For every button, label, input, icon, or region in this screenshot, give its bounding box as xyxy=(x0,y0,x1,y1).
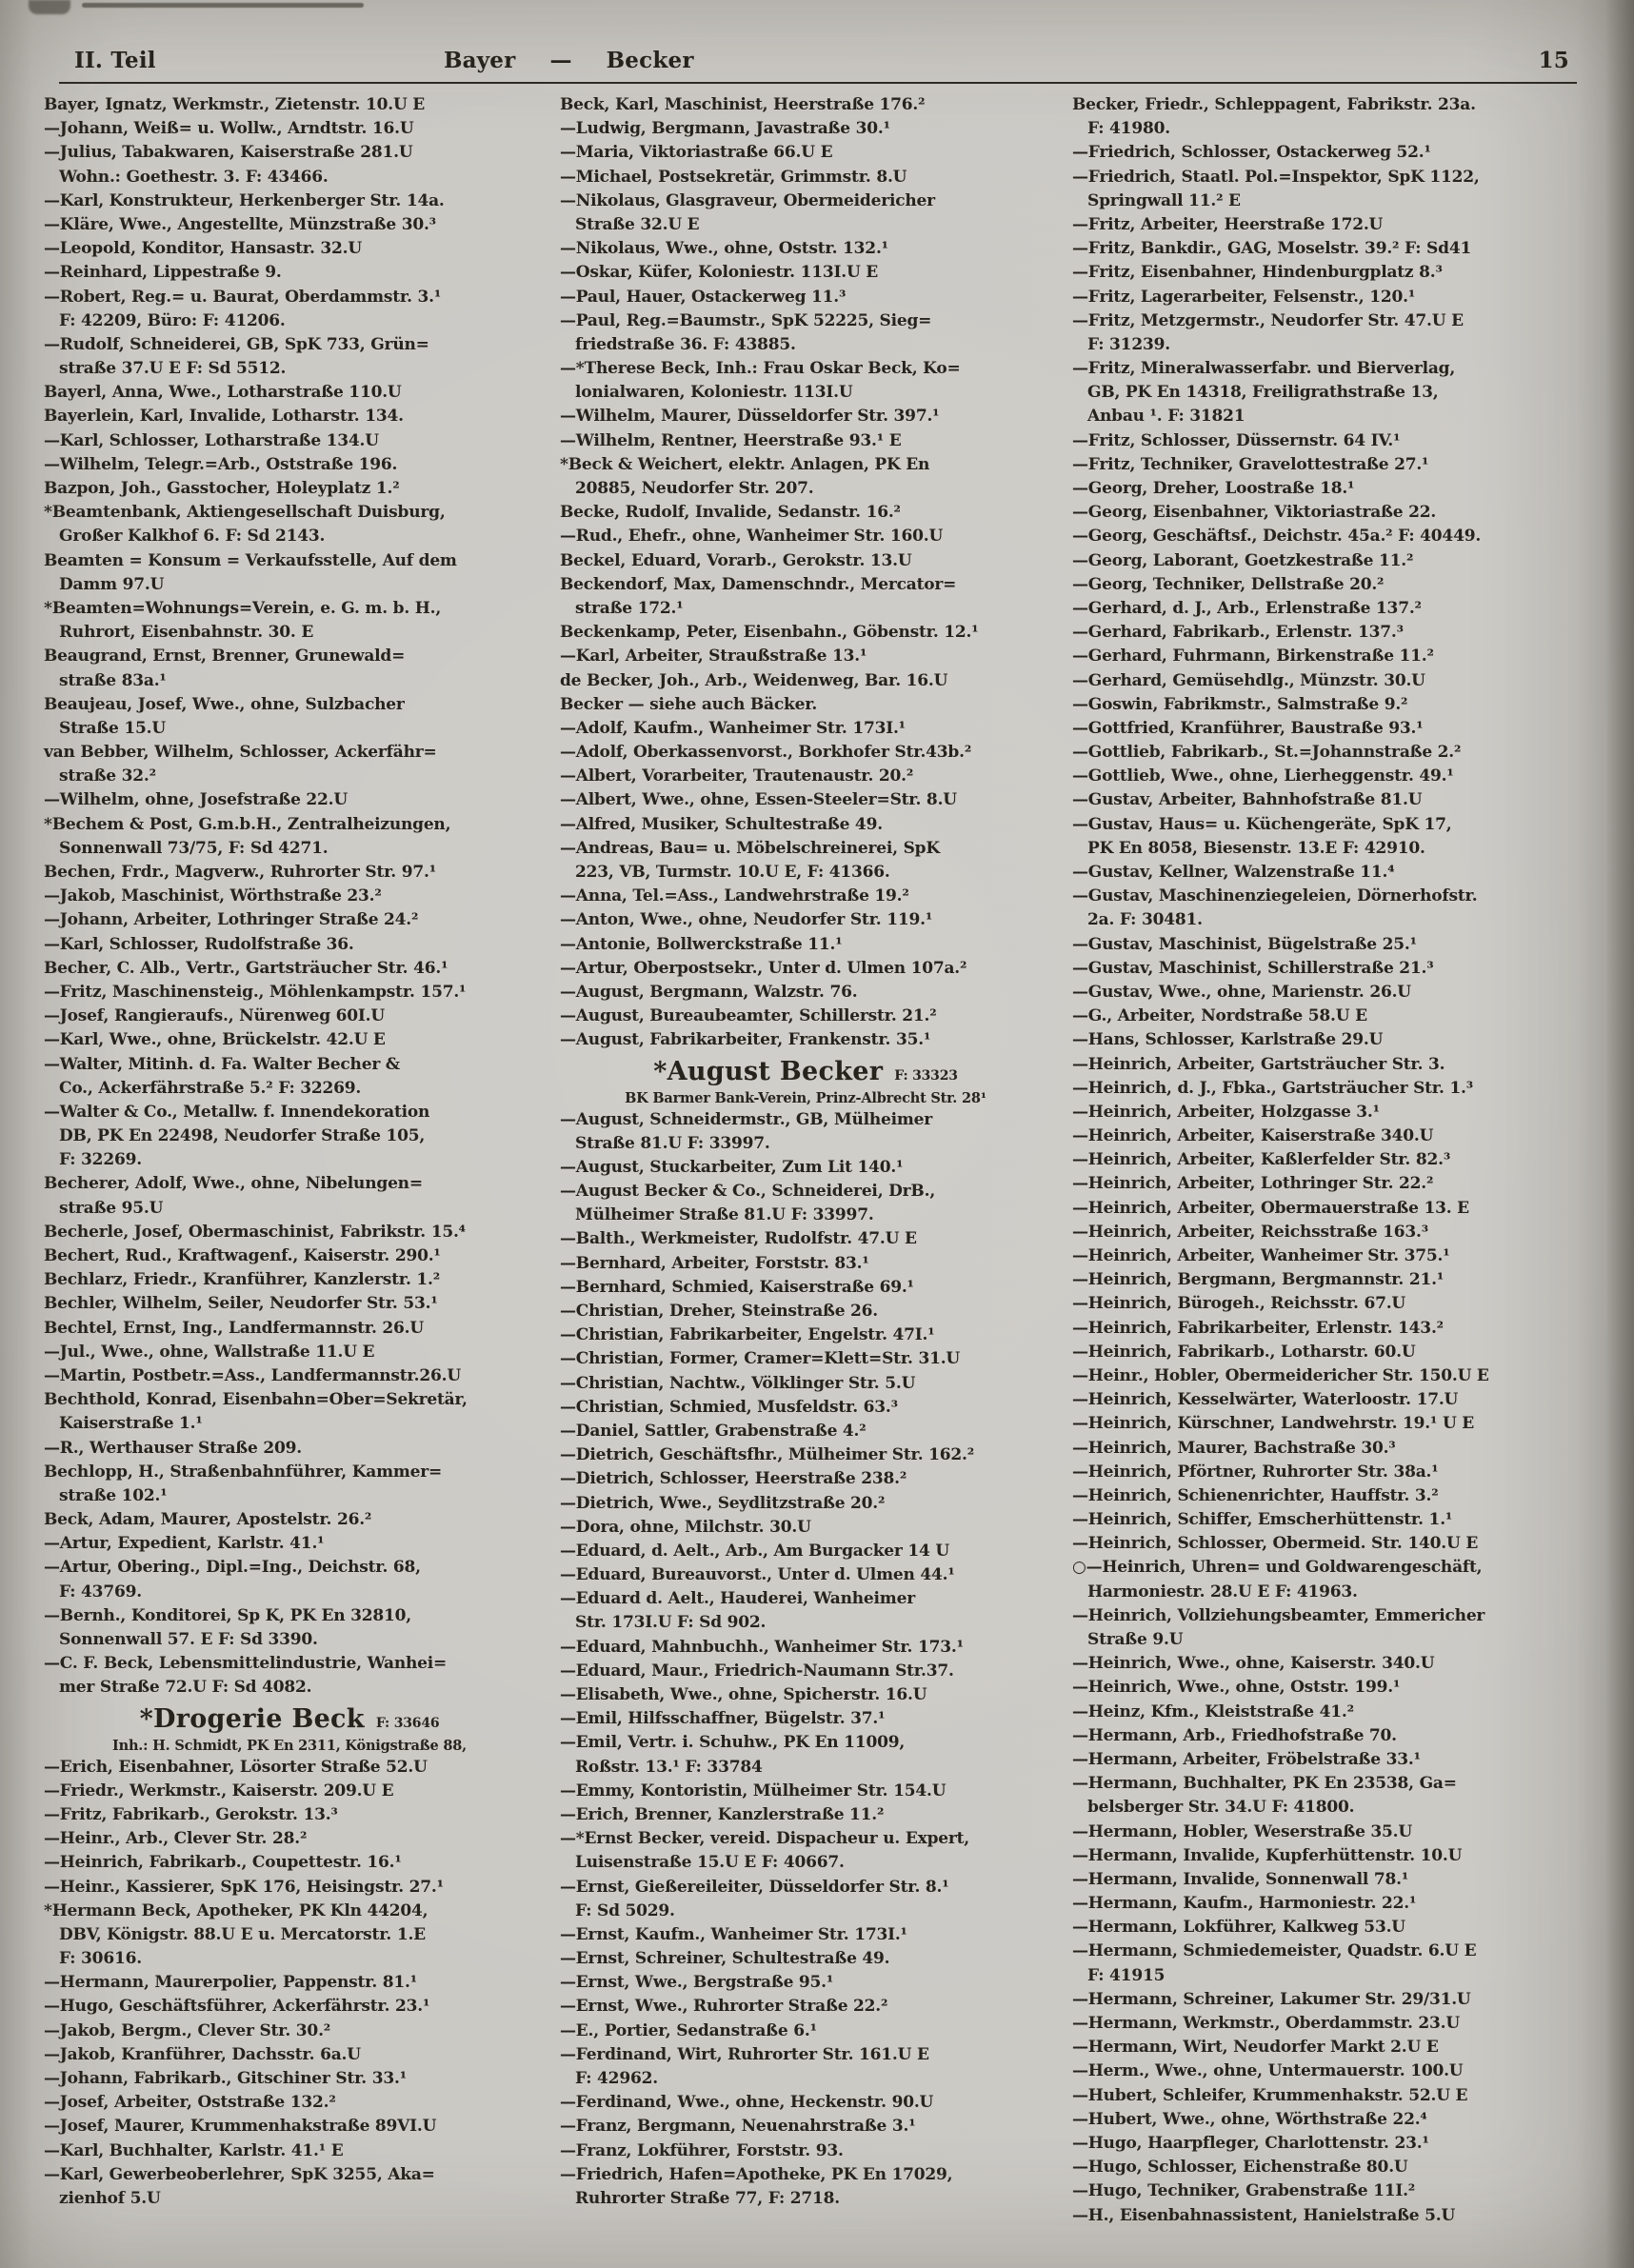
directory-entry-line: —Hubert, Schleifer, Krummenhakstr. 52.U E xyxy=(1072,2085,1468,2105)
directory-entry-continuation-line: F: 43769. xyxy=(59,1582,142,1602)
page-header xyxy=(74,48,1569,78)
directory-entry-line: —Gustav, Arbeiter, Bahnhofstraße 81.U xyxy=(1072,790,1423,810)
directory-entry-continuation-line: 2a. F: 30481. xyxy=(1087,910,1203,930)
directory-entry-line: —Franz, Bergmann, Neuenahrstraße 3.¹ xyxy=(560,2117,916,2137)
directory-entry-line: —Franz, Lokführer, Forststr. 93. xyxy=(560,2140,844,2160)
directory-entry-line: —Fritz, Schlosser, Düssernstr. 64 IV.¹ xyxy=(1072,430,1401,450)
running-title-left: Bayer xyxy=(444,48,516,73)
directory-entry-continuation-line: Damm 97.U xyxy=(59,574,165,594)
directory-entry-line: —Rudolf, Schneiderei, GB, SpK 733, Grün= xyxy=(44,334,429,354)
directory-entry-line: —Hugo, Schlosser, Eichenstraße 80.U xyxy=(1072,2158,1408,2178)
scan-top-streak xyxy=(82,3,364,8)
directory-entry-line: —Fritz, Arbeiter, Heerstraße 172.U xyxy=(1072,214,1384,234)
directory-entry-line: —Ernst, Gießereileiter, Düsseldorfer Str. 8.¹ xyxy=(560,1877,949,1897)
directory-entry-line: —Heinz, Kfm., Kleiststraße 41.² xyxy=(1072,1701,1354,1721)
directory-entry-line: —Jul., Wwe., ohne, Wallstraße 11.U E xyxy=(44,1342,375,1362)
directory-entry-line: van Bebber, Wilhelm, Schlosser, Ackerfähr= xyxy=(44,743,437,763)
directory-entry-line: —Gustav, Kellner, Walzenstraße 11.⁴ xyxy=(1072,863,1395,882)
directory-entry-line: —R., Werthauser Straße 209. xyxy=(44,1438,302,1458)
directory-entry-line: —Eduard, Mahnbuchh., Wanheimer Str. 173.¹ xyxy=(560,1637,964,1657)
directory-entry-line: —Heinrich, Arbeiter, Kaßlerfelder Str. 82.³ xyxy=(1072,1150,1451,1170)
directory-entry-line: —Josef, Rangieraufs., Nürenweg 60I.U xyxy=(44,1006,386,1026)
directory-entry-line: —Heinrich, Kürschner, Landwehrstr. 19.¹ U E xyxy=(1072,1414,1475,1434)
directory-entry-line: —Gottlieb, Wwe., ohne, Lierheggenstr. 49.¹ xyxy=(1072,766,1454,786)
directory-entry-line: Bayer, Ignatz, Werkmstr., Zietenstr. 10.U E xyxy=(44,95,426,114)
directory-entry-line: —Fritz, Mineralwasserfabr. und Bierverlag, xyxy=(1072,359,1456,379)
directory-entry-line: —Reinhard, Lippestraße 9. xyxy=(44,263,282,283)
directory-entry-line: —Heinrich, Arbeiter, Gartsträucher Str. 3. xyxy=(1072,1054,1445,1074)
directory-entry-line: —August, Bergmann, Walzstr. 76. xyxy=(560,982,858,1002)
display-entry-name: *August Becker xyxy=(653,1056,884,1086)
directory-entry-line: —Albert, Vorarbeiter, Trautenaustr. 20.² xyxy=(560,766,914,786)
directory-column-1 xyxy=(44,93,535,2211)
directory-entry-line: —Ernst, Wwe., Bergstraße 95.¹ xyxy=(560,1973,834,1993)
directory-entry-line: —Wilhelm, Rentner, Heerstraße 93.¹ E xyxy=(560,430,902,450)
directory-entry-line: Beaugrand, Ernst, Brenner, Grunewald= xyxy=(44,647,406,666)
directory-entry-line: —Heinr., Kassierer, SpK 176, Heisingstr. 27.¹ xyxy=(44,1877,444,1897)
directory-entry-line: Beckendorf, Max, Damenschndr., Mercator= xyxy=(560,574,957,594)
directory-entry-line: —Hermann, Buchhalter, PK En 23538, Ga= xyxy=(1072,1774,1457,1794)
directory-entry-line: —Hermann, Kaufm., Harmoniestr. 22.¹ xyxy=(1072,1894,1417,1914)
directory-entry-continuation-line: Springwall 11.² E xyxy=(1087,190,1241,210)
section-label: II. Teil xyxy=(74,48,156,73)
directory-entry-line: —Heinrich, Maurer, Bachstraße 30.³ xyxy=(1072,1438,1396,1458)
directory-entry-line: —Hans, Schlosser, Karlstraße 29.U xyxy=(1072,1030,1384,1050)
directory-entry-line: —August, Schneidermstr., GB, Mülheimer xyxy=(560,1109,933,1129)
directory-entry-continuation-line: DBV, Königstr. 88.U E u. Mercatorstr. 1.E xyxy=(59,1924,426,1944)
directory-entry-line: Bechert, Rud., Kraftwagenf., Kaiserstr. 290.¹ xyxy=(44,1246,441,1265)
directory-entry-line: —Heinrich, d. J., Fbka., Gartsträucher Str. 1.³ xyxy=(1072,1078,1474,1098)
directory-entry-continuation-line: Str. 173I.U F: Sd 902. xyxy=(575,1613,767,1633)
directory-entry-line: —August, Stuckarbeiter, Zum Lit 140.¹ xyxy=(560,1157,904,1177)
directory-entry-line: —Gerhard, Fabrikarb., Erlenstr. 137.³ xyxy=(1072,623,1404,643)
directory-entry-line: —Antonie, Bollwerckstraße 11.¹ xyxy=(560,934,843,954)
directory-entry-line: —Karl, Wwe., ohne, Brückelstr. 42.U E xyxy=(44,1030,386,1050)
scan-right-edge-shadow xyxy=(1605,0,1634,2268)
directory-entry-line: *Beamtenbank, Aktiengesellschaft Duisburg, xyxy=(44,503,446,523)
directory-entry-line: —Heinrich, Wwe., ohne, Oststr. 199.¹ xyxy=(1072,1678,1401,1698)
directory-entry-line: —G., Arbeiter, Nordstraße 58.U E xyxy=(1072,1006,1367,1026)
directory-entry-continuation-line: straße 102.¹ xyxy=(59,1485,168,1505)
directory-entry-line: —Walter & Co., Metallw. f. Innendekoration xyxy=(44,1102,430,1122)
directory-entry-line: —Artur, Obering., Dipl.=Ing., Deichstr. 68, xyxy=(44,1558,421,1578)
directory-entry-continuation-line: straße 83a.¹ xyxy=(59,670,167,690)
directory-entry-line: —Christian, Fabrikarbeiter, Engelstr. 47I.¹ xyxy=(560,1325,935,1345)
directory-entry-line: *Beamten=Wohnungs=Verein, e. G. m. b. H., xyxy=(44,598,442,618)
directory-entry-line: Beamten = Konsum = Verkaufsstelle, Auf dem xyxy=(44,550,457,570)
scan-corner-blot xyxy=(29,0,70,14)
directory-entry-line: —E., Portier, Sedanstraße 6.¹ xyxy=(560,2020,817,2040)
directory-entry-line: —Johann, Arbeiter, Lothringer Straße 24.² xyxy=(44,910,419,930)
directory-entry-line: ○—Heinrich, Uhren= und Goldwarengeschäft, xyxy=(1072,1558,1483,1578)
directory-entry-line: Bayerl, Anna, Wwe., Lotharstraße 110.U xyxy=(44,383,402,403)
directory-entry-line: —Heinrich, Pförtner, Ruhrorter Str. 38a.¹ xyxy=(1072,1462,1439,1482)
directory-entry-line: —Gerhard, d. J., Arb., Erlenstraße 137.² xyxy=(1072,598,1422,618)
directory-entry-line: Bechler, Wilhelm, Seiler, Neudorfer Str. 53.¹ xyxy=(44,1294,438,1314)
directory-entry-line: —Karl, Buchhalter, Karlstr. 41.¹ E xyxy=(44,2140,344,2160)
directory-entry-line: —Friedrich, Schlosser, Ostackerweg 52.¹ xyxy=(1072,143,1431,163)
directory-entry-continuation-line: Roßstr. 13.¹ F: 33784 xyxy=(575,1757,763,1777)
directory-entry-line: —Oskar, Küfer, Koloniestr. 113I.U E xyxy=(560,263,879,283)
directory-entry-line: —Rud., Ehefr., ohne, Wanheimer Str. 160.U xyxy=(560,527,944,547)
directory-entry-line: —Heinrich, Vollziehungsbeamter, Emmericher xyxy=(1072,1605,1485,1625)
directory-entry-line: —Gustav, Maschinist, Bügelstraße 25.¹ xyxy=(1072,934,1417,954)
directory-entry-line: —Wilhelm, Telegr.=Arb., Oststraße 196. xyxy=(44,454,398,474)
directory-entry-line: —Gustav, Haus= u. Küchengeräte, SpK 17, xyxy=(1072,814,1452,834)
directory-entry-line: —Heinrich, Fabrikarb., Lotharstr. 60.U xyxy=(1072,1342,1416,1362)
directory-entry-continuation-line: F: 31239. xyxy=(1087,334,1170,354)
directory-entry-line: —Leopold, Konditor, Hansastr. 32.U xyxy=(44,239,362,259)
directory-entry-continuation-line: Ruhrorter Straße 77, F: 2718. xyxy=(575,2188,840,2208)
directory-entry-line: —Bernhard, Schmied, Kaiserstraße 69.¹ xyxy=(560,1277,914,1297)
directory-display-entry-subline: Inh.: H. Schmidt, PK En 2311, Königstraße 88, xyxy=(112,1737,467,1754)
directory-entry-line: —Fritz, Bankdir., GAG, Moselstr. 39.² F: Sd41 xyxy=(1072,239,1472,259)
directory-entry-line: —Herm., Wwe., ohne, Untermauerstr. 100.U xyxy=(1072,2061,1464,2081)
directory-entry-line: Becker — siehe auch Bäcker. xyxy=(560,694,818,714)
directory-entry-line: de Becker, Joh., Arb., Weidenweg, Bar. 16.U xyxy=(560,670,948,690)
directory-entry-line: —Artur, Oberpostsekr., Unter d. Ulmen 107a.² xyxy=(560,958,967,978)
display-entry-name: *Drogerie Beck xyxy=(139,1703,365,1734)
directory-entry-line: —Hermann, Arb., Friedhofstraße 70. xyxy=(1072,1725,1397,1745)
directory-entry-line: —Nikolaus, Glasgraveur, Obermeidericher xyxy=(560,190,935,210)
directory-entry-line: —Heinrich, Schlosser, Obermeid. Str. 140.U E xyxy=(1072,1534,1479,1554)
directory-entry-line: Bechthold, Konrad, Eisenbahn=Ober=Sekretär, xyxy=(44,1390,468,1410)
directory-entry-continuation-line: Sonnenwall 57. E F: Sd 3390. xyxy=(59,1630,318,1649)
directory-entry-continuation-line: straße 95.U xyxy=(59,1198,164,1218)
directory-entry-line: —Wilhelm, Maurer, Düsseldorfer Str. 397.¹ xyxy=(560,407,940,427)
directory-entry-line: —Heinrich, Schienenrichter, Hauffstr. 3.² xyxy=(1072,1485,1439,1505)
directory-entry-line: —Georg, Techniker, Dellstraße 20.² xyxy=(1072,574,1385,594)
directory-entry-line: —Gottlieb, Fabrikarb., St.=Johannstraße 2.² xyxy=(1072,743,1462,763)
directory-entry-line: —C. F. Beck, Lebensmittelindustrie, Wanhei= xyxy=(44,1654,448,1674)
directory-entry-line: Beaujeau, Josef, Wwe., ohne, Sulzbacher xyxy=(44,694,405,714)
directory-entry-line: —Nikolaus, Wwe., ohne, Oststr. 132.¹ xyxy=(560,239,888,259)
directory-entry-line: —*Ernst Becker, vereid. Dispacheur u. Expert, xyxy=(560,1829,969,1849)
directory-entry-line: —Emmy, Kontoristin, Mülheimer Str. 154.U xyxy=(560,1781,947,1800)
directory-entry-continuation-line: Straße 32.U E xyxy=(575,214,700,234)
directory-entry-line: —Artur, Expedient, Karlstr. 41.¹ xyxy=(44,1534,325,1554)
directory-entry-line: —Heinrich, Arbeiter, Kaiserstraße 340.U xyxy=(1072,1126,1434,1146)
directory-entry-line: —Christian, Dreher, Steinstraße 26. xyxy=(560,1302,879,1321)
directory-entry-line: —Alfred, Musiker, Schultestraße 49. xyxy=(560,814,883,834)
directory-entry-line: —Hermann, Invalide, Kupferhüttenstr. 10.U xyxy=(1072,1845,1463,1865)
directory-entry-line: —Walter, Mitinh. d. Fa. Walter Becher & xyxy=(44,1054,400,1074)
directory-entry-line: —Georg, Geschäftsf., Deichstr. 45a.² F: 40449. xyxy=(1072,527,1482,547)
directory-entry-line: —Adolf, Oberkassenvorst., Borkhofer Str.43b.² xyxy=(560,743,972,763)
directory-entry-line: —Gustav, Maschinenziegeleien, Dörnerhofstr. xyxy=(1072,886,1478,906)
directory-entry-line: —Balth., Werkmeister, Rudolfstr. 47.U E xyxy=(560,1229,917,1249)
directory-entry-continuation-line: F: 30616. xyxy=(59,1949,142,1969)
directory-entry-line: —Heinr., Arb., Clever Str. 28.² xyxy=(44,1829,308,1849)
directory-entry-line: —Eduard, d. Aelt., Arb., Am Burgacker 14 U xyxy=(560,1541,949,1561)
directory-entry-line: —Jakob, Kranführer, Dachsstr. 6a.U xyxy=(44,2044,361,2064)
directory-entry-line: —Dora, ohne, Milchstr. 30.U xyxy=(560,1517,811,1537)
directory-entry-line: Becher, C. Alb., Vertr., Gartsträucher Str. 46.¹ xyxy=(44,958,448,978)
directory-entry-line: —Jakob, Bergm., Clever Str. 30.² xyxy=(44,2020,331,2040)
directory-entry-line: —Anna, Tel.=Ass., Landwehrstraße 19.² xyxy=(560,886,909,906)
directory-entry-line: —Jakob, Maschinist, Wörthstraße 23.² xyxy=(44,886,382,906)
directory-entry-line: —Hugo, Geschäftsführer, Ackerfährstr. 23.¹ xyxy=(44,1997,430,2017)
directory-entry-line: —Friedrich, Hafen=Apotheke, PK En 17029, xyxy=(560,2164,953,2184)
directory-entry-continuation-line: straße 37.U E F: Sd 5512. xyxy=(59,359,287,379)
directory-entry-continuation-line: Straße 9.U xyxy=(1087,1630,1184,1649)
directory-entry-line: —Fritz, Maschinensteig., Möhlenkampstr. 157.¹ xyxy=(44,982,467,1002)
directory-entry-continuation-line: Kaiserstraße 1.¹ xyxy=(59,1414,203,1434)
directory-entry-line: Bechen, Frdr., Magverw., Ruhrorter Str. 97.¹ xyxy=(44,863,436,882)
directory-entry-line: —Fritz, Techniker, Gravelottestraße 27.¹ xyxy=(1072,454,1429,474)
directory-entry-line: —Heinrich, Arbeiter, Holzgasse 3.¹ xyxy=(1072,1102,1380,1122)
directory-entry-continuation-line: friedstraße 36. F: 43885. xyxy=(575,334,796,354)
directory-entry-continuation-line: F: 42962. xyxy=(575,2069,658,2088)
directory-entry-continuation-line: F: 32269. xyxy=(59,1150,142,1170)
directory-entry-line: —Hermann, Maurerpolier, Pappenstr. 81.¹ xyxy=(44,1973,417,1993)
directory-entry-line: —Heinr., Hobler, Obermeidericher Str. 150.U E xyxy=(1072,1365,1489,1385)
directory-entry-line: Beckel, Eduard, Vorarb., Gerokstr. 13.U xyxy=(560,550,912,570)
running-title xyxy=(444,48,694,73)
directory-entry-line: —Bernhard, Arbeiter, Forststr. 83.¹ xyxy=(560,1253,869,1273)
directory-entry-line: —Andreas, Bau= u. Möbelschreinerei, SpK xyxy=(560,838,940,858)
directory-entry-line: —Erich, Brenner, Kanzlerstraße 11.² xyxy=(560,1804,885,1824)
directory-entry-line: —Christian, Nachtw., Völklinger Str. 5.U xyxy=(560,1373,916,1393)
directory-entry-line: —Fritz, Metzgermstr., Neudorfer Str. 47.U E xyxy=(1072,310,1464,330)
directory-entry-line: —Dietrich, Schlosser, Heerstraße 238.² xyxy=(560,1469,907,1489)
directory-entry-continuation-line: lonialwaren, Koloniestr. 113I.U xyxy=(575,383,853,403)
display-entry-phone: F: 33646 xyxy=(375,1715,440,1731)
directory-entry-line: —Fritz, Eisenbahner, Hindenburgplatz 8.³ xyxy=(1072,263,1443,283)
directory-entry-line: —Heinrich, Bergmann, Bergmannstr. 21.¹ xyxy=(1072,1270,1445,1290)
directory-entry-line: Bechlopp, H., Straßenbahnführer, Kammer= xyxy=(44,1462,443,1482)
directory-entry-continuation-line: Harmoniestr. 28.U E F: 41963. xyxy=(1087,1582,1358,1602)
directory-entry-continuation-line: zienhof 5.U xyxy=(59,2188,161,2208)
directory-entry-line: —Christian, Schmied, Musfeldstr. 63.³ xyxy=(560,1397,898,1417)
directory-column-3 xyxy=(1072,93,1575,2228)
directory-entry-continuation-line: belsberger Str. 34.U F: 41800. xyxy=(1087,1798,1355,1818)
directory-entry-line: —Maria, Viktoriastraße 66.U E xyxy=(560,143,833,163)
running-title-right: Becker xyxy=(606,48,694,73)
directory-entry-continuation-line: DB, PK En 22498, Neudorfer Straße 105, xyxy=(59,1126,426,1146)
directory-entry-continuation-line: Sonnenwall 73/75, F: Sd 4271. xyxy=(59,838,329,858)
directory-entry-line: —Karl, Schlosser, Lotharstraße 134.U xyxy=(44,430,379,450)
directory-entry-line: *Beck & Weichert, elektr. Anlagen, PK En xyxy=(560,454,930,474)
directory-entry-line: —Christian, Former, Cramer=Klett=Str. 31.U xyxy=(560,1349,961,1369)
directory-entry-line: —Gustav, Wwe., ohne, Marienstr. 26.U xyxy=(1072,982,1411,1002)
directory-entry-line: —Julius, Tabakwaren, Kaiserstraße 281.U xyxy=(44,143,413,163)
directory-entry-line: —Hermann, Schreiner, Lakumer Str. 29/31.U xyxy=(1072,1989,1471,2009)
directory-entry-line: —Hermann, Schmiedemeister, Quadstr. 6.U E xyxy=(1072,1941,1477,1961)
directory-entry-continuation-line: Straße 15.U xyxy=(59,718,166,738)
directory-entry-line: —Paul, Reg.=Baumstr., SpK 52225, Sieg= xyxy=(560,310,932,330)
directory-entry-line: —Ernst, Schreiner, Schultestraße 49. xyxy=(560,1949,890,1969)
directory-entry-line: —Daniel, Sattler, Grabenstraße 4.² xyxy=(560,1421,867,1441)
directory-display-entry xyxy=(560,1053,1051,1089)
directory-entry-line: —Emil, Vertr. i. Schuhw., PK En 11009, xyxy=(560,1733,906,1753)
directory-entry-line: —Gottfried, Kranführer, Baustraße 93.¹ xyxy=(1072,718,1424,738)
directory-entry-line: —Adolf, Kaufm., Wanheimer Str. 173I.¹ xyxy=(560,718,906,738)
directory-entry-line: —Ferdinand, Wwe., ohne, Heckenstr. 90.U xyxy=(560,2093,934,2113)
directory-entry-line: —Josef, Maurer, Krummenhakstraße 89VI.U xyxy=(44,2117,437,2137)
directory-entry-continuation-line: F: 42209, Büro: F: 41206. xyxy=(59,310,286,330)
directory-entry-continuation-line: 223, VB, Turmstr. 10.U E, F: 41366. xyxy=(575,863,890,882)
directory-entry-line: —Gustav, Maschinist, Schillerstraße 21.³ xyxy=(1072,958,1434,978)
directory-entry-line: —*Therese Beck, Inh.: Frau Oskar Beck, Ko= xyxy=(560,359,961,379)
directory-entry-line: Bazpon, Joh., Gasstocher, Holeyplatz 1.² xyxy=(44,479,400,498)
directory-entry-line: —Goswin, Fabrikmstr., Salmstraße 9.² xyxy=(1072,694,1408,714)
directory-entry-continuation-line: F: 41915 xyxy=(1087,1965,1166,1985)
directory-entry-continuation-line: Wohn.: Goethestr. 3. F: 43466. xyxy=(59,167,329,187)
directory-entry-line: —Elisabeth, Wwe., ohne, Spicherstr. 16.U xyxy=(560,1685,927,1704)
directory-entry-line: —Gerhard, Gemüsehdlg., Münzstr. 30.U xyxy=(1072,670,1425,690)
directory-entry-line: —Georg, Eisenbahner, Viktoriastraße 22. xyxy=(1072,503,1437,523)
directory-entry-continuation-line: straße 32.² xyxy=(59,766,156,786)
directory-entry-line: —Heinrich, Arbeiter, Lothringer Str. 22.² xyxy=(1072,1174,1434,1194)
directory-entry-line: —Paul, Hauer, Ostackerweg 11.³ xyxy=(560,287,847,307)
directory-entry-line: —Karl, Schlosser, Rudolfstraße 36. xyxy=(44,934,354,954)
directory-entry-line: —Dietrich, Geschäftsfhr., Mülheimer Str. 162.² xyxy=(560,1445,974,1465)
directory-entry-line: —Ernst, Wwe., Ruhrorter Straße 22.² xyxy=(560,1997,888,2017)
directory-entry-line: —August, Fabrikarbeiter, Frankenstr. 35.¹ xyxy=(560,1030,931,1050)
directory-entry-line: —Hermann, Arbeiter, Fröbelstraße 33.¹ xyxy=(1072,1749,1421,1769)
directory-entry-line: —Eduard, Maur., Friedrich-Naumann Str.37. xyxy=(560,1661,954,1681)
directory-entry-line: —Josef, Arbeiter, Oststraße 132.² xyxy=(44,2093,336,2113)
directory-entry-line: Becker, Friedr., Schleppagent, Fabrikstr. 23a. xyxy=(1072,95,1476,114)
directory-entry-line: —H., Eisenbahnassistent, Hanielstraße 5.U xyxy=(1072,2205,1456,2225)
directory-entry-line: Beck, Karl, Maschinist, Heerstraße 176.² xyxy=(560,95,926,114)
directory-entry-line: —Heinrich, Fabrikarbeiter, Erlenstr. 143.² xyxy=(1072,1318,1444,1338)
directory-entry-line: —Karl, Konstrukteur, Herkenberger Str. 14a. xyxy=(44,190,445,210)
directory-entry-line: *Hermann Beck, Apotheker, PK Kln 44204, xyxy=(44,1900,428,1920)
directory-entry-line: Becke, Rudolf, Invalide, Sedanstr. 16.² xyxy=(560,503,901,523)
directory-entry-continuation-line: Luisenstraße 15.U E F: 40667. xyxy=(575,1853,845,1873)
directory-entry-continuation-line: Anbau ¹. F: 31821 xyxy=(1087,407,1245,427)
directory-entry-continuation-line: straße 172.¹ xyxy=(575,598,684,618)
directory-entry-continuation-line: Mülheimer Straße 81.U F: 33997. xyxy=(575,1205,874,1225)
directory-entry-line: —Wilhelm, ohne, Josefstraße 22.U xyxy=(44,790,349,810)
directory-entry-line: —Hugo, Techniker, Grabenstraße 11I.² xyxy=(1072,2181,1416,2201)
directory-entry-line: —Ernst, Kaufm., Wanheimer Str. 173I.¹ xyxy=(560,1924,907,1944)
directory-entry-line: —Friedrich, Staatl. Pol.=Inspektor, SpK 1122, xyxy=(1072,167,1480,187)
directory-entry-line: —Heinrich, Bürogeh., Reichsstr. 67.U xyxy=(1072,1294,1406,1314)
directory-entry-line: Bayerlein, Karl, Invalide, Lotharstr. 134. xyxy=(44,407,404,427)
directory-entry-line: —August Becker & Co., Schneiderei, DrB., xyxy=(560,1182,936,1202)
directory-entry-line: —Heinrich, Arbeiter, Obermauerstraße 13. E xyxy=(1072,1198,1469,1218)
directory-entry-line: —Fritz, Fabrikarb., Gerokstr. 13.³ xyxy=(44,1804,338,1824)
directory-entry-line: —Eduard d. Aelt., Hauderei, Wanheimer xyxy=(560,1589,915,1609)
directory-entry-line: —Fritz, Lagerarbeiter, Felsenstr., 120.¹ xyxy=(1072,287,1416,307)
directory-entry-line: Bechtel, Ernst, Ing., Landfermannstr. 26.U xyxy=(44,1318,425,1338)
directory-entry-line: —Bernh., Konditorei, Sp K, PK En 32810, xyxy=(44,1605,411,1625)
directory-entry-line: Beck, Adam, Maurer, Apostelstr. 26.² xyxy=(44,1510,372,1530)
directory-entry-continuation-line: Großer Kalkhof 6. F: Sd 2143. xyxy=(59,527,326,547)
display-entry-phone: F: 33323 xyxy=(894,1067,958,1084)
directory-entry-line: —Hermann, Werkmstr., Oberdammstr. 23.U xyxy=(1072,2014,1461,2033)
directory-entry-continuation-line: mer Straße 72.U F: Sd 4082. xyxy=(59,1678,312,1698)
directory-entry-line: —Robert, Reg.= u. Baurat, Oberdammstr. 3.¹ xyxy=(44,287,442,307)
directory-entry-line: —Dietrich, Wwe., Seydlitzstraße 20.² xyxy=(560,1493,886,1513)
directory-entry-line: —Gerhard, Fuhrmann, Birkenstraße 11.² xyxy=(1072,647,1434,666)
directory-entry-line: —Heinrich, Fabrikarb., Coupettestr. 16.¹ xyxy=(44,1853,402,1873)
running-title-dash: — xyxy=(549,48,572,73)
directory-display-entry xyxy=(44,1701,535,1737)
directory-entry-line: —Johann, Fabrikarb., Gitschiner Str. 33.¹ xyxy=(44,2069,407,2088)
directory-entry-line: —Johann, Weiß= u. Wollw., Arndtstr. 16.U xyxy=(44,119,414,139)
directory-entry-line: —Georg, Dreher, Loostraße 18.¹ xyxy=(1072,479,1355,498)
directory-entry-line: —Hermann, Wirt, Neudorfer Markt 2.U E xyxy=(1072,2038,1439,2058)
directory-entry-continuation-line: PK En 8058, Biesenstr. 13.E F: 42910. xyxy=(1087,838,1425,858)
directory-entry-line: —Heinrich, Arbeiter, Wanheimer Str. 375.¹ xyxy=(1072,1246,1450,1265)
directory-entry-line: —Hermann, Invalide, Sonnenwall 78.¹ xyxy=(1072,1869,1409,1889)
page-number: 15 xyxy=(1538,48,1569,73)
directory-entry-line: —Karl, Arbeiter, Straußstraße 13.¹ xyxy=(560,647,867,666)
directory-entry-line: *Bechem & Post, G.m.b.H., Zentralheizungen, xyxy=(44,814,451,834)
directory-entry-continuation-line: Ruhrort, Eisenbahnstr. 30. E xyxy=(59,623,314,643)
directory-entry-continuation-line: Straße 81.U F: 33997. xyxy=(575,1133,770,1153)
directory-entry-line: —Ferdinand, Wirt, Ruhrorter Str. 161.U E xyxy=(560,2044,929,2064)
directory-entry-line: —Hermann, Hobler, Weserstraße 35.U xyxy=(1072,1821,1413,1841)
directory-display-entry-subline: BK Barmer Bank-Verein, Prinz-Albrecht Str. 28¹ xyxy=(625,1089,986,1106)
directory-entry-line: —Friedr., Werkmstr., Kaiserstr. 209.U E xyxy=(44,1781,394,1800)
directory-entry-line: —Karl, Gewerbeoberlehrer, SpK 3255, Aka= xyxy=(44,2164,435,2184)
directory-entry-continuation-line: 20885, Neudorfer Str. 207. xyxy=(575,479,814,498)
directory-entry-line: Beckenkamp, Peter, Eisenbahn., Göbenstr. 12.¹ xyxy=(560,623,979,643)
directory-entry-line: —August, Bureaubeamter, Schillerstr. 21.² xyxy=(560,1006,937,1026)
directory-entry-line: —Anton, Wwe., ohne, Neudorfer Str. 119.¹ xyxy=(560,910,933,930)
directory-entry-line: Bechlarz, Friedr., Kranführer, Kanzlerstr. 1.² xyxy=(44,1270,441,1290)
directory-entry-line: —Heinrich, Wwe., ohne, Kaiserstr. 340.U xyxy=(1072,1654,1435,1674)
directory-entry-continuation-line: F: Sd 5029. xyxy=(575,1900,675,1920)
directory-entry-line: —Georg, Laborant, Goetzkestraße 11.² xyxy=(1072,550,1414,570)
directory-entry-line: —Eduard, Bureauvorst., Unter d. Ulmen 44.¹ xyxy=(560,1565,955,1585)
directory-entry-line: Becherle, Josef, Obermaschinist, Fabrikstr. 15.⁴ xyxy=(44,1222,466,1242)
directory-column-2 xyxy=(560,93,1051,2211)
directory-entry-line: —Heinrich, Arbeiter, Reichsstraße 163.³ xyxy=(1072,1222,1428,1242)
directory-entry-line: —Hubert, Wwe., ohne, Wörthstraße 22.⁴ xyxy=(1072,2109,1427,2129)
header-rule xyxy=(59,82,1577,84)
directory-entry-line: —Albert, Wwe., ohne, Essen-Steeler=Str. 8.U xyxy=(560,790,957,810)
directory-entry-line: —Erich, Eisenbahner, Lösorter Straße 52.U xyxy=(44,1757,428,1777)
directory-entry-line: Becherer, Adolf, Wwe., ohne, Nibelungen= xyxy=(44,1174,423,1194)
directory-entry-continuation-line: F: 41980. xyxy=(1087,119,1170,139)
directory-entry-line: —Kläre, Wwe., Angestellte, Münzstraße 30.³ xyxy=(44,214,436,234)
directory-entry-line: —Heinrich, Schiffer, Emscherhüttenstr. 1.¹ xyxy=(1072,1510,1453,1530)
directory-entry-line: —Heinrich, Kesselwärter, Waterloostr. 17.U xyxy=(1072,1390,1459,1410)
directory-entry-line: —Martin, Postbetr.=Ass., Landfermannstr.26.U xyxy=(44,1365,461,1385)
directory-entry-line: —Hugo, Haarpfleger, Charlottenstr. 23.¹ xyxy=(1072,2133,1429,2153)
directory-entry-line: —Hermann, Lokführer, Kalkweg 53.U xyxy=(1072,1918,1405,1938)
directory-entry-line: —Michael, Postsekretär, Grimmstr. 8.U xyxy=(560,167,907,187)
directory-entry-line: —Ludwig, Bergmann, Javastraße 30.¹ xyxy=(560,119,890,139)
directory-entry-continuation-line: GB, PK En 14318, Freiligrathstraße 13, xyxy=(1087,383,1439,403)
directory-entry-continuation-line: Co., Ackerfährstraße 5.² F: 32269. xyxy=(59,1078,362,1098)
directory-entry-line: —Emil, Hilfsschaffner, Bügelstr. 37.¹ xyxy=(560,1709,886,1729)
